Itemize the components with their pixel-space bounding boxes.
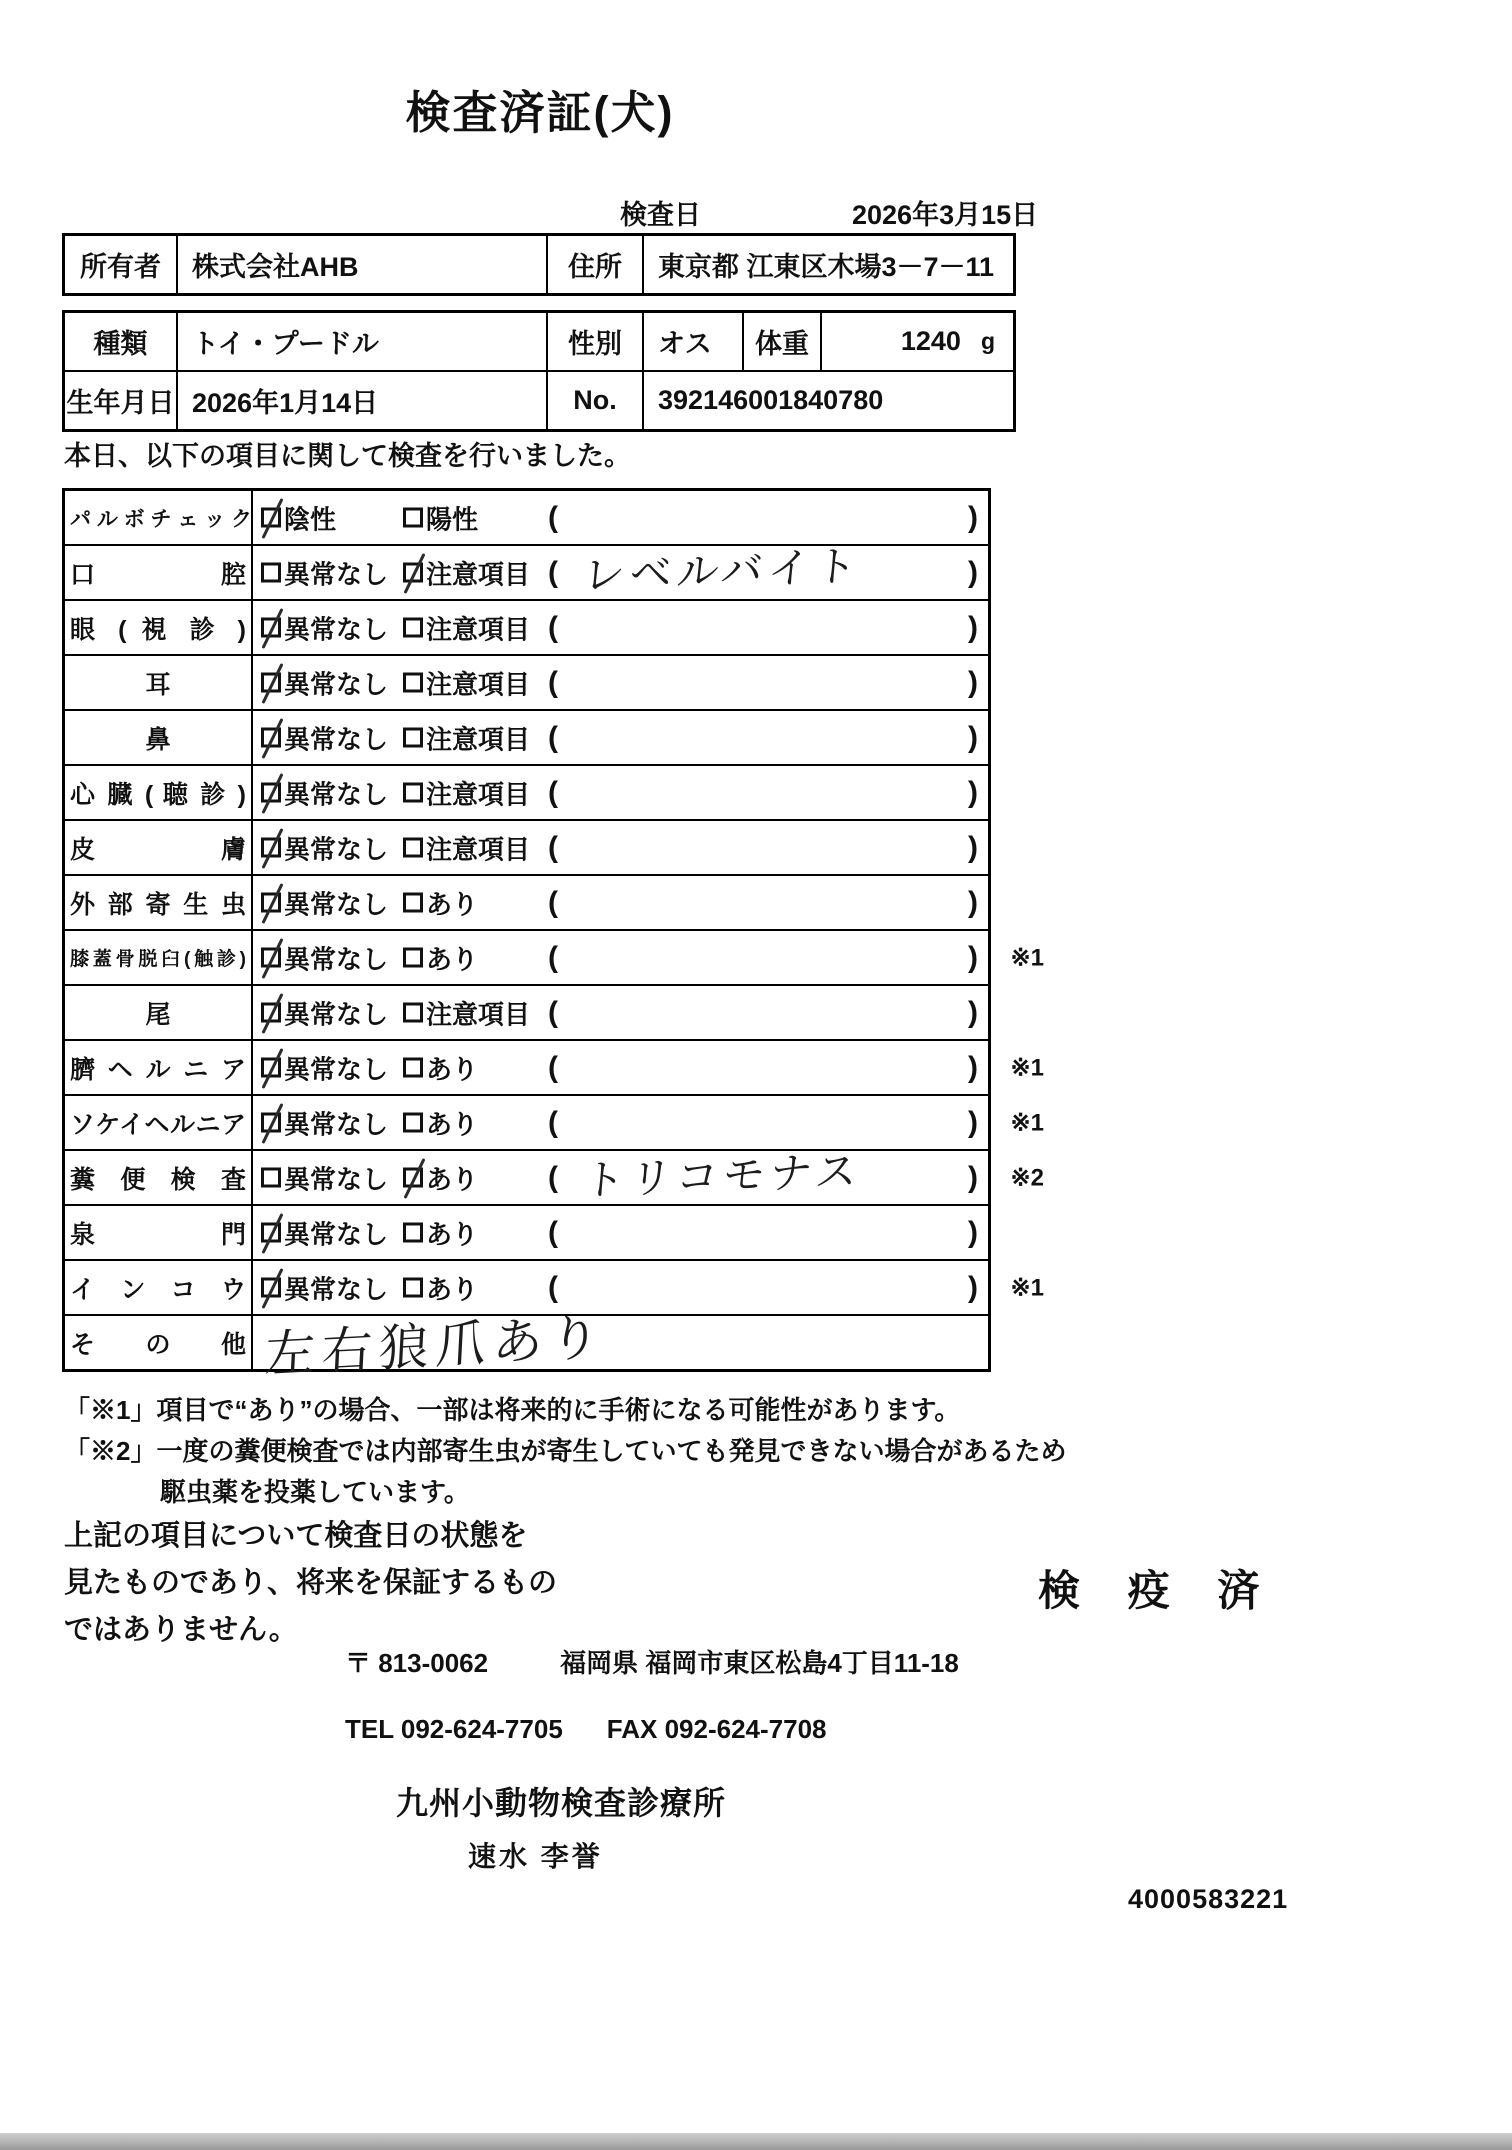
- paren-close: ): [968, 1050, 978, 1084]
- option-2-label: あり: [426, 1219, 479, 1249]
- weight-unit: g: [980, 328, 995, 354]
- exam-row: [65, 931, 1044, 986]
- option-2-label: あり: [426, 1164, 479, 1194]
- checkbox-icon: [261, 1278, 281, 1298]
- birth-value: 2026年1月14日: [178, 372, 548, 429]
- exam-item-label: 糞 便 検 査: [70, 1165, 246, 1194]
- exam-item-label-cell: [65, 766, 253, 819]
- checkbox-icon: [261, 783, 281, 803]
- option-1-label: 異常なし: [284, 1164, 389, 1194]
- option-2: [403, 1214, 478, 1251]
- exam-item-label-cell: [65, 1096, 253, 1149]
- checkbox-icon: [403, 838, 423, 858]
- checkbox-icon: [261, 948, 281, 968]
- checkbox-icon: [261, 1223, 281, 1243]
- option-2: [403, 1159, 478, 1196]
- disclaimer-line-2: 見たものであり、将来を保証するもの: [64, 1567, 558, 1599]
- exam-item-label: 泉 門: [70, 1220, 246, 1249]
- weight-value-cell: [822, 313, 1013, 370]
- clinic-tel: TEL 092-624-7705: [345, 1714, 563, 1744]
- option-2-label: あり: [426, 1274, 479, 1304]
- paren-open: (: [548, 885, 558, 919]
- exam-item-options: [253, 491, 988, 544]
- check-mark: [262, 1268, 284, 1309]
- option-1: [261, 664, 388, 701]
- paren-open: (: [548, 610, 558, 644]
- option-2: [403, 1269, 478, 1306]
- exam-item-label-cell: [65, 1316, 253, 1369]
- option-1-label: 異常なし: [284, 1109, 389, 1139]
- option-1: [261, 1214, 388, 1251]
- breed-value: トイ・プードル: [178, 313, 548, 370]
- exam-row: [65, 876, 988, 931]
- paren-close: ): [968, 1160, 978, 1194]
- paren-open: (: [548, 1105, 558, 1139]
- exam-item-options: [253, 1041, 1044, 1094]
- check-mark: [262, 498, 284, 539]
- paren-open: (: [548, 665, 558, 699]
- paren-open: (: [548, 555, 558, 589]
- breed-row: [65, 313, 1013, 370]
- exam-item-label: 膝蓋骨脱臼(触診): [70, 949, 246, 970]
- option-2: [403, 499, 478, 536]
- option-2-label: 陽性: [426, 504, 479, 534]
- disclaimer-text: [64, 1513, 557, 1654]
- check-mark: [262, 1048, 284, 1089]
- exam-item-label-cell: [65, 601, 253, 654]
- exam-item-options: [253, 986, 988, 1039]
- clinic-address: 福岡県 福岡市東区松島4丁目11-18: [560, 1648, 959, 1678]
- check-mark: [262, 828, 284, 869]
- weight-value: 1240: [900, 326, 961, 356]
- checkbox-icon: [403, 1278, 423, 1298]
- option-2: [403, 1104, 478, 1141]
- exam-item-options: [253, 1096, 1044, 1149]
- checkbox-icon: [403, 783, 423, 803]
- option-1-label: 異常なし: [284, 614, 389, 644]
- disclaimer-line-1: 上記の項目について検査日の状態を: [64, 1520, 528, 1552]
- option-1: [261, 1049, 388, 1086]
- checkbox-icon: [261, 508, 281, 528]
- page-title: 検査済証(犬): [405, 87, 675, 138]
- exam-item-options: [253, 656, 988, 709]
- option-2-label: 注意項目: [426, 614, 531, 644]
- exam-row: [65, 766, 988, 821]
- exam-row: [65, 986, 988, 1041]
- option-2-label: あり: [426, 944, 479, 974]
- paren-close: ): [968, 830, 978, 864]
- option-2-label: 注意項目: [426, 999, 531, 1029]
- check-mark: [262, 993, 284, 1034]
- paren-open: (: [548, 1215, 558, 1249]
- exam-item-label-cell: [65, 986, 253, 1039]
- check-mark: [262, 1103, 284, 1144]
- footnote-2-continued: 駆虫薬を投薬しています。: [160, 1477, 470, 1507]
- exam-item-label: 外 部 寄 生 虫: [70, 890, 246, 919]
- checkbox-icon: [261, 618, 281, 638]
- handwritten-note: レベルバイト: [580, 542, 864, 599]
- footnote-ref: ※1: [1010, 944, 1044, 971]
- owner-table: [62, 233, 1016, 296]
- option-1: [261, 1104, 388, 1141]
- option-1-label: 異常なし: [284, 779, 389, 809]
- option-2-label: あり: [426, 889, 479, 919]
- checkbox-icon: [261, 673, 281, 693]
- paren-open: (: [548, 775, 558, 809]
- paren-open: (: [548, 500, 558, 534]
- checkbox-icon: [261, 728, 281, 748]
- weight-label: 体重: [744, 313, 822, 370]
- disclaimer-line-3: ではありません。: [64, 1614, 298, 1646]
- scan-edge-artifact: [0, 2133, 1512, 2150]
- paren-open: (: [548, 720, 558, 754]
- clinic-fax: FAX 092-624-7708: [606, 1714, 827, 1744]
- serial-number: 4000583221: [1128, 1884, 1289, 1914]
- option-2: [403, 884, 478, 921]
- check-mark: [262, 663, 284, 704]
- vet-name: 速水 李誉: [468, 1841, 603, 1872]
- exam-item-label: 耳: [145, 670, 171, 699]
- exam-item-label: 眼 ( 視 診 ): [70, 615, 246, 644]
- checkbox-icon: [403, 1113, 423, 1133]
- option-1-label: 陰性: [284, 504, 337, 534]
- no-value: 392146001840780: [658, 385, 884, 415]
- footnote-1: 「※1」項目で“あり”の場合、一部は将来的に手術になる可能性があります。: [64, 1395, 961, 1425]
- no-label: No.: [548, 372, 644, 429]
- option-2: [403, 939, 478, 976]
- option-1-label: 異常なし: [284, 999, 389, 1029]
- exam-row: [65, 1206, 988, 1261]
- owner-row: [65, 236, 1013, 293]
- option-1: [261, 609, 388, 646]
- option-1: [261, 884, 388, 921]
- check-mark: [262, 1213, 284, 1254]
- exam-item-label: 口 腔: [70, 560, 246, 589]
- exam-item-label-cell: [65, 491, 253, 544]
- checkbox-icon: [261, 1168, 281, 1188]
- inspection-date-label: 検査日: [620, 200, 701, 230]
- paren-open: (: [548, 1270, 558, 1304]
- exam-item-options: [253, 711, 988, 764]
- checkbox-icon: [403, 1003, 423, 1023]
- clinic-postal-row: [345, 1643, 959, 1680]
- option-1: [261, 719, 388, 756]
- option-2: [403, 609, 530, 646]
- paren-close: ): [968, 1270, 978, 1304]
- option-1: [261, 1159, 388, 1196]
- intro-text: 本日、以下の項目に関して検査を行いました。: [64, 441, 631, 471]
- exam-item-label-cell: [65, 1041, 253, 1094]
- address-value: 東京都 江東区木場3－7－11: [658, 252, 995, 282]
- checkbox-icon: [261, 838, 281, 858]
- address-label: 住所: [548, 236, 644, 293]
- option-2: [403, 829, 530, 866]
- inspection-date-value: 2026年3月15日: [852, 200, 1039, 230]
- paren-close: ): [968, 720, 978, 754]
- option-1-label: 異常なし: [284, 724, 389, 754]
- exam-item-options: [253, 1147, 1044, 1204]
- check-mark: [404, 553, 426, 594]
- paren-close: ): [968, 1105, 978, 1139]
- checkbox-icon: [403, 618, 423, 638]
- check-mark: [262, 938, 284, 979]
- exam-item-label-cell: [65, 1151, 253, 1204]
- owner-value: 株式会社AHB: [178, 236, 548, 293]
- checkbox-icon: [403, 1058, 423, 1078]
- check-mark: [404, 1158, 426, 1199]
- exam-item-label: そ の 他: [70, 1330, 246, 1359]
- birth-label: 生年月日: [65, 372, 178, 429]
- checkbox-icon: [261, 1113, 281, 1133]
- checkbox-icon: [403, 728, 423, 748]
- check-mark: [262, 883, 284, 924]
- exam-item-options: [253, 1308, 988, 1384]
- option-1-label: 異常なし: [284, 1274, 389, 1304]
- exam-item-options: [253, 821, 988, 874]
- checkbox-icon: [261, 563, 281, 583]
- option-2: [403, 719, 530, 756]
- checkbox-icon: [403, 673, 423, 693]
- paren-open: (: [548, 995, 558, 1029]
- option-1-label: 異常なし: [284, 1219, 389, 1249]
- handwritten-note: トリコモナス: [580, 1147, 865, 1204]
- exam-item-label-cell: [65, 931, 253, 984]
- paren-close: ): [968, 610, 978, 644]
- exam-item-options: [253, 931, 1044, 984]
- option-1: [261, 939, 388, 976]
- option-2-label: 注意項目: [426, 779, 531, 809]
- clinic-postal-code: 〒 813-0062: [345, 1648, 489, 1678]
- paren-close: ): [968, 555, 978, 589]
- option-1-label: 異常なし: [284, 559, 389, 589]
- exam-item-label-cell: [65, 876, 253, 929]
- option-1: [261, 1269, 388, 1306]
- option-1-label: 異常なし: [284, 834, 389, 864]
- option-1: [261, 499, 336, 536]
- footnote-ref: ※2: [1010, 1164, 1044, 1191]
- exam-item-label-cell: [65, 711, 253, 764]
- exam-item-options: [253, 766, 988, 819]
- checkbox-icon: [403, 1168, 423, 1188]
- checkbox-icon: [403, 948, 423, 968]
- checkbox-icon: [403, 563, 423, 583]
- option-2-label: あり: [426, 1054, 479, 1084]
- option-2-label: 注意項目: [426, 724, 531, 754]
- paren-open: (: [548, 830, 558, 864]
- option-2-label: 注意項目: [426, 669, 531, 699]
- paren-open: (: [548, 1050, 558, 1084]
- sex-value: オス: [644, 313, 744, 370]
- exam-item-label: 臍 ヘ ル ニ ア: [70, 1055, 246, 1084]
- option-1-label: 異常なし: [284, 1054, 389, 1084]
- exam-row: [65, 821, 988, 876]
- option-1: [261, 994, 388, 1031]
- option-1-label: 異常なし: [284, 669, 389, 699]
- exam-item-label-cell: [65, 821, 253, 874]
- footnote-ref: ※1: [1010, 1109, 1044, 1136]
- exam-row: [65, 1041, 1044, 1096]
- checkbox-icon: [261, 1003, 281, 1023]
- option-1: [261, 554, 388, 591]
- sex-label: 性別: [548, 313, 644, 370]
- exam-item-label-cell: [65, 656, 253, 709]
- exam-item-label: 皮 膚: [70, 835, 246, 864]
- footnote-ref: ※1: [1010, 1054, 1044, 1081]
- option-2: [403, 554, 530, 591]
- check-mark: [262, 773, 284, 814]
- option-2-label: 注意項目: [426, 834, 531, 864]
- exam-row: [65, 601, 988, 656]
- paren-open: (: [548, 940, 558, 974]
- option-2: [403, 1049, 478, 1086]
- exam-item-options: [253, 876, 988, 929]
- exam-table: [62, 488, 1044, 1384]
- exam-item-options: [253, 1206, 988, 1259]
- paren-close: ): [968, 665, 978, 699]
- quarantine-stamp: 検 疫 済: [1038, 1567, 1278, 1614]
- paren-close: ): [968, 885, 978, 919]
- check-mark: [262, 718, 284, 759]
- clinic-tel-row: [345, 1714, 827, 1745]
- option-2: [403, 664, 530, 701]
- handwritten-note: 左右狼爪あり: [263, 1308, 609, 1384]
- exam-item-label: 鼻: [145, 725, 171, 754]
- exam-item-label-cell: [65, 1206, 253, 1259]
- exam-row: [65, 711, 988, 766]
- option-2: [403, 774, 530, 811]
- breed-label: 種類: [65, 313, 178, 370]
- paren-close: ): [968, 500, 978, 534]
- exam-item-label: パ ル ボ チ ェ ッ ク: [70, 507, 253, 531]
- option-1: [261, 774, 388, 811]
- option-2-label: 注意項目: [426, 559, 531, 589]
- option-1-label: 異常なし: [284, 944, 389, 974]
- paren-close: ): [968, 940, 978, 974]
- birth-row: [65, 370, 1013, 429]
- footnote-2: 「※2」一度の糞便検査では内部寄生虫が寄生していても発見できない場合があるため: [64, 1436, 1067, 1466]
- checkbox-icon: [261, 1058, 281, 1078]
- exam-item-label-cell: [65, 1261, 253, 1314]
- exam-item-label: ソケイヘルニア: [70, 1110, 246, 1139]
- checkbox-icon: [403, 508, 423, 528]
- exam-item-label: イ ン コ ウ: [70, 1275, 246, 1304]
- checkbox-icon: [261, 893, 281, 913]
- paren-open: (: [548, 1160, 558, 1194]
- checkbox-icon: [403, 1223, 423, 1243]
- paren-close: ): [968, 775, 978, 809]
- pet-table: [62, 310, 1016, 432]
- exam-row: [65, 542, 988, 601]
- option-1-label: 異常なし: [284, 889, 389, 919]
- exam-item-label: 尾: [145, 1000, 171, 1029]
- check-mark: [262, 608, 284, 649]
- paren-close: ): [968, 1215, 978, 1249]
- option-2: [403, 994, 530, 1031]
- checkbox-icon: [403, 893, 423, 913]
- paren-close: ): [968, 995, 978, 1029]
- footnote-ref: ※1: [1010, 1274, 1044, 1301]
- exam-row: [65, 1308, 988, 1384]
- exam-item-options: [253, 1261, 1044, 1314]
- option-2-label: あり: [426, 1109, 479, 1139]
- exam-item-options: [253, 601, 988, 654]
- exam-row: [65, 656, 988, 711]
- exam-row: [65, 1147, 1044, 1206]
- exam-item-options: [253, 542, 988, 599]
- exam-item-label: 心 臓 ( 聴 診 ): [70, 780, 246, 809]
- exam-item-label-cell: [65, 546, 253, 599]
- clinic-name: 九州小動物検査診療所: [396, 1785, 727, 1821]
- option-1: [261, 829, 388, 866]
- owner-label: 所有者: [65, 236, 178, 293]
